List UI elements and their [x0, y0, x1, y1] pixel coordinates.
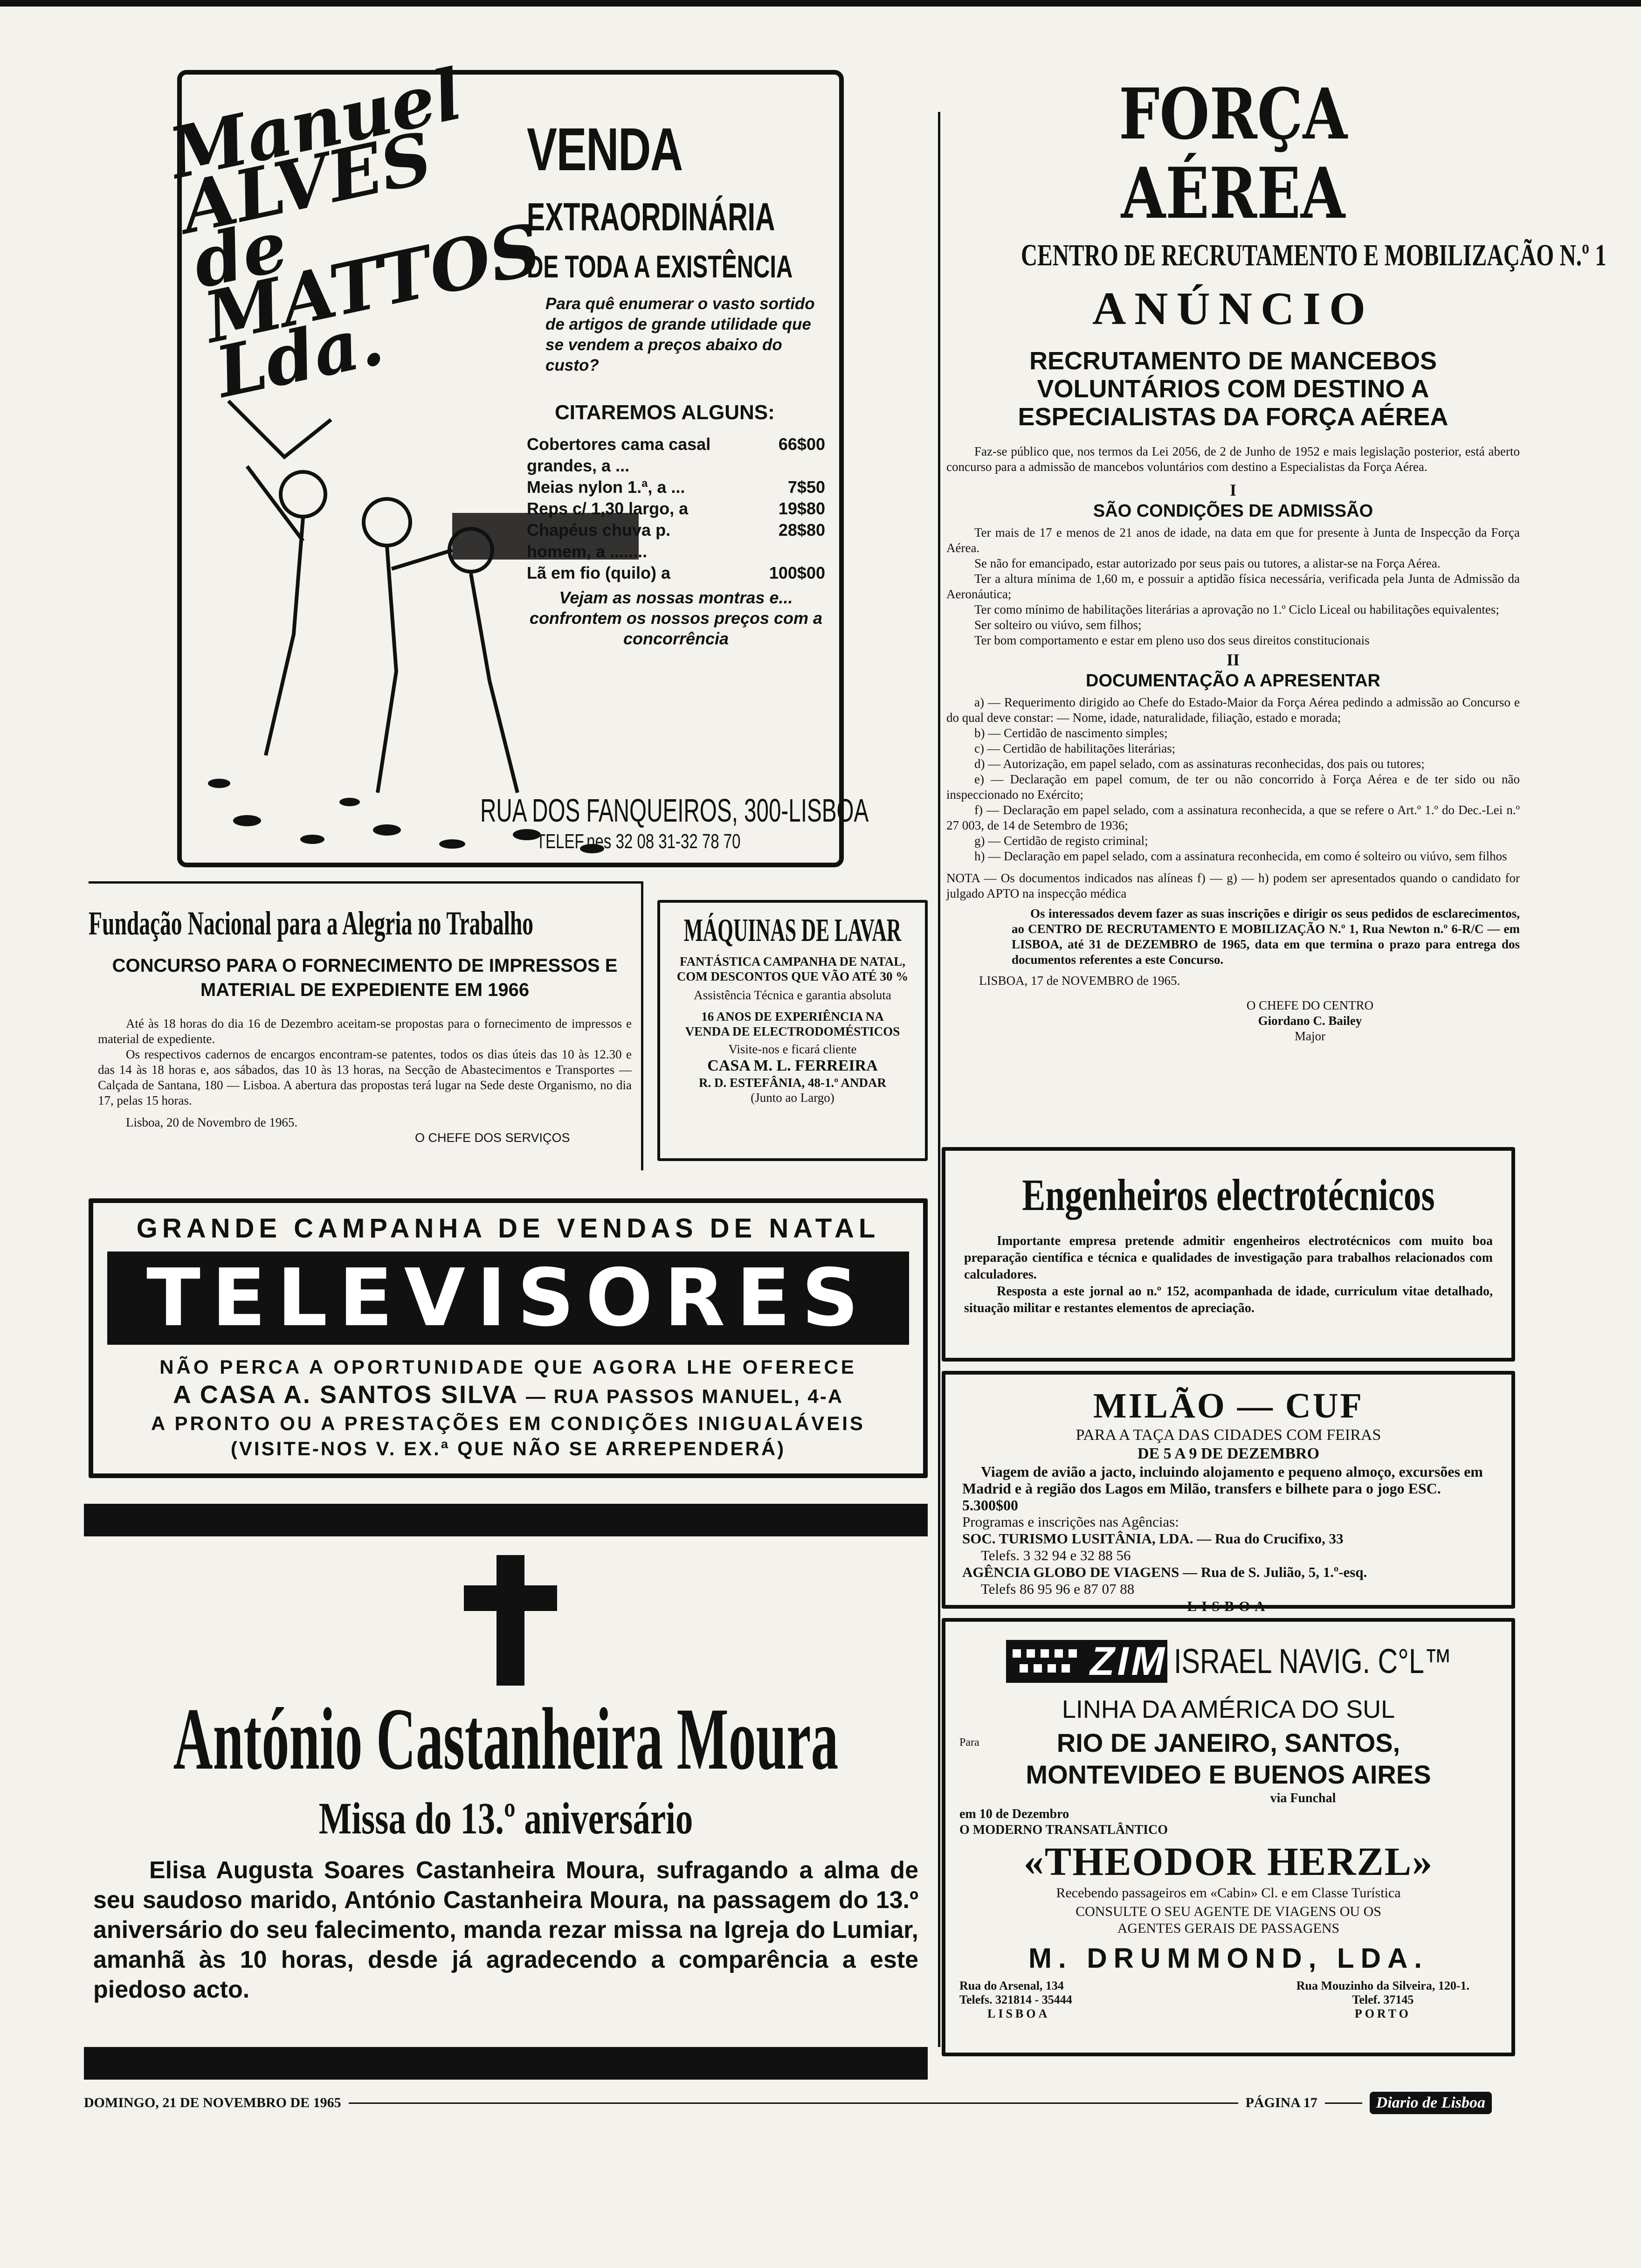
mattos-sub2: DE TODA A EXISTÊNCIA: [527, 249, 793, 284]
mattos-subtitle: EXTRAORDINÁRIA: [527, 195, 775, 239]
maquinas-title: MÁQUINAS DE LAVAR: [683, 913, 902, 948]
price-item: Reps c/ 1,30 largo, a: [527, 499, 689, 518]
zim-company: ISRAEL NAVIG. C°L™: [1174, 1642, 1452, 1680]
doc-item: g) — Certidão de registo criminal;: [974, 834, 1148, 848]
tv-title: TELEVISORES: [146, 1252, 870, 1344]
eng-p2: Resposta a este jornal ao n.º 152, acompanhada de idade, curriculum vitae detalhado, situação militar e restantes elementos de apreciação.: [964, 1284, 1493, 1315]
mattos-citaremos: CITAREMOS ALGUNS:: [555, 401, 775, 424]
forca-aerea-notice: [946, 73, 1607, 1110]
conditions-list: [946, 525, 1520, 648]
price-row: [527, 434, 825, 477]
mattos-ad: [162, 53, 869, 867]
zim-city2: PORTO: [1354, 2007, 1411, 2020]
maquinas-l1: FANTÁSTICA CAMPANHA DE NATAL, COM DESCONTOS QUE VÃO ATÉ 30 %: [676, 954, 909, 983]
condition-item: Se não for emancipado, estar autorizado por seus pais ou tutores, a alistar-se na Força Aérea.: [974, 556, 1441, 570]
zim-consulte: CONSULTE O SEU AGENTE DE VIAGENS OU OS AGENTES GERAIS DE PASSAGENS: [1076, 1904, 1381, 1936]
fnat-p2: Os respectivos cadernos de encargos encontram-se patentes, todos os dias úteis das 10 às 12.30 e das 14 às 18 horas e, aos sábados, das 10 às 13 horas, na Secção de Abastecimentos e Transportes — Calçada de Santana, 180 — Lisboa. A abertura das propostas terá lugar na Sede deste Organismo, no dia 17, pelas 15 horas.: [98, 1047, 632, 1107]
forca-title: FORÇA AÉREA: [1118, 73, 1348, 235]
footer-masthead: Diario de Lisboa: [1370, 2092, 1492, 2114]
milao-l5: SOC. TURISMO LUSITÂNIA, LDA. — Rua do Crucifixo, 33: [962, 1530, 1344, 1547]
doc-item: d) — Autorização, em papel selado, com as assinaturas reconhecidas, dos pais ou tutores;: [974, 757, 1425, 771]
column-divider: [938, 112, 940, 2047]
milao-l6: Telefs. 3 32 94 e 32 88 56: [981, 1547, 1131, 1563]
top-rule: [0, 0, 1641, 7]
zim-agent: M. DRUMMOND, LDA.: [1028, 1943, 1428, 1974]
milao-l2: DE 5 A 9 DE DEZEMBRO: [1137, 1445, 1320, 1462]
doc-item: a) — Requerimento dirigido ao Chefe do Estado-Maior da Força Aérea pedindo a admissão ao Concurso e do qual deve constar: — Nome, idade, naturalidade, filiação, estado e morada;: [946, 695, 1520, 725]
zim-logo-block: [1006, 1640, 1167, 1683]
mattos-outro: Vejam as nossas montras e... confrontem os nossos preços com a concorrência: [529, 588, 823, 648]
forca-interessados: Os interessados devem fazer as suas inscrições e dirigir os seus pedidos de esclarecimentos, ao CENTRO DE RECRUTAMENTO E MOBILIZAÇÃO N.º 1, Rua Newton n.º 6-R/C — em LISBOA, até 31 de DEZEMBRO de 1965, data em que termina o prazo para entrega dos documentos referentes a este Concurso.: [1012, 906, 1520, 967]
forca-sec2-title: DOCUMENTAÇÃO A APRESENTAR: [1086, 671, 1380, 691]
forca-sec2-num: II: [1226, 650, 1240, 669]
milao-l1: PARA A TAÇA DAS CIDADES COM FEIRAS: [1076, 1426, 1381, 1444]
zim-tel1: Telefs. 321814 - 35444: [959, 1993, 1072, 2006]
zim-lisboa: [959, 1979, 1072, 2021]
tv-banner: [107, 1252, 909, 1345]
zim-addr2: Rua Mouzinho da Silveira, 120-1.: [1296, 1979, 1469, 1992]
price-value: 7$50: [787, 477, 825, 497]
price-item: Lã em fio (quilo) a: [527, 563, 671, 582]
milao-ad: [942, 1371, 1515, 1614]
milao-l8: Telefs 86 95 96 e 87 07 88: [981, 1581, 1135, 1597]
condition-item: Ser solteiro ou viúvo, sem filhos;: [974, 618, 1142, 632]
forca-date: LISBOA, 17 de NOVEMBRO de 1965.: [979, 974, 1180, 988]
condition-item: Ter bom comportamento e estar em pleno uso dos seus direitos constitucionais: [974, 633, 1370, 647]
zim-receb: Recebendo passageiros em «Cabin» Cl. e em Classe Turística: [1056, 1885, 1401, 1901]
milao-l4: Programas e inscrições nas Agências:: [962, 1514, 1179, 1530]
footer-date: DOMINGO, 21 DE NOVEMBRO DE 1965: [84, 2095, 341, 2110]
milao-l7: AGÊNCIA GLOBO DE VIAGENS — Rua de S. Julião, 5, 1.º-esq.: [962, 1564, 1367, 1580]
forca-signature: [1212, 998, 1408, 1044]
forca-rank: Major: [1295, 1029, 1325, 1043]
zim-porto: [1296, 1979, 1469, 2021]
mattos-logo-text: Manuel ALVES de MATTOS Lda.: [162, 53, 548, 414]
forca-recrut: RECRUTAMENTO DE MANCEBOS VOLUNTÁRIOS COM DESTINO A ESPECIALISTAS DA FORÇA AÉREA: [1018, 347, 1448, 431]
forca-name: Giordano C. Bailey: [1258, 1014, 1362, 1028]
forca-centro: CENTRO DE RECRUTAMENTO E MOBILIZAÇÃO N.º 1: [1020, 238, 1607, 272]
doc-item: e) — Declaração em papel comum, de ter ou não concorrido à Força Aérea e de ter sido ou não inspeccionado no Exército;: [946, 772, 1520, 802]
forca-nota: NOTA — Os documentos indicados nas alíneas f) — g) — h) podem ser apresentados quando o candidato for julgado APTO na inspecção médica: [946, 871, 1520, 900]
docs-list: [946, 695, 1520, 864]
doc-item: c) — Certidão de habilitações literárias;: [974, 741, 1176, 755]
zim-logo: ZIM: [1090, 1639, 1168, 1684]
obit-bottom-bar: [84, 2047, 928, 2080]
cross-icon: [84, 1536, 928, 1690]
maquinas-l3: 16 ANOS DE EXPERIÊNCIA NA VENDA DE ELECTRODOMÉSTICOS: [685, 1010, 900, 1038]
zim-city1: LISBOA: [987, 2007, 1050, 2020]
condition-item: Ter mais de 17 e menos de 21 anos de idade, na data em que for presente à Junta de Inspecção da Força Aérea.: [946, 526, 1520, 555]
zim-dest: RIO DE JANEIRO, SANTOS, MONTEVIDEO E BUENOS AIRES: [1026, 1728, 1431, 1789]
zim-tel2: Telef. 37145: [1352, 1993, 1414, 2006]
page-footer: [84, 2089, 1492, 2117]
milao-title: MILÃO — CUF: [1093, 1386, 1364, 1425]
obit-top-bar: [84, 1504, 928, 1536]
price-row: [527, 519, 825, 562]
mattos-phone: TELEF.nes 32 08 31-32 78 70: [536, 830, 741, 853]
zim-header: [1006, 1636, 1497, 1687]
price-row: [527, 498, 825, 519]
price-row: [527, 477, 825, 498]
zim-para: Para: [959, 1736, 979, 1749]
forca-anuncio: ANÚNCIO: [1092, 283, 1374, 334]
fnat-sign: O CHEFE DOS SERVIÇOS: [415, 1131, 570, 1145]
tv-top: GRANDE CAMPANHA DE VENDAS DE NATAL: [136, 1213, 880, 1244]
obit-text: Elisa Augusta Soares Castanheira Moura, sufragando a alma de seu saudoso marido, António Castanheira Moura, na passagem do 13.º aniversário do seu falecimento, manda rezar missa na Igreja do Lumiar, amanhã às 10 horas, desde já agradecendo a comparência a este piedoso acto.: [93, 1857, 918, 2003]
mattos-price-list: [527, 434, 825, 584]
maquinas-ad: [657, 900, 928, 1161]
maquinas-l5: CASA M. L. FERREIRA: [707, 1057, 878, 1074]
doc-item: b) — Certidão de nascimento simples;: [974, 726, 1168, 740]
zim-moderno: O MODERNO TRANSATLÂNTICO: [959, 1823, 1168, 1837]
fnat-p1: Até às 18 horas do dia 16 de Dezembro aceitam-se propostas para o fornecimento de impressos e material de expediente.: [98, 1016, 632, 1046]
forca-sec1-num: I: [1229, 481, 1236, 499]
obit-name: António Castanheira Moura: [173, 1690, 839, 1788]
price-item: Cobertores cama casal grandes, a ...: [527, 435, 711, 475]
price-value: 19$80: [778, 499, 825, 518]
eng-title: Engenheiros electrotécnicos: [1022, 1170, 1435, 1220]
price-value: 66$00: [778, 435, 825, 454]
mattos-title: VENDA: [527, 115, 683, 183]
fnat-concurso: CONCURSO PARA O FORNECIMENTO DE IMPRESSOS E MATERIAL DE EXPEDIENTE EM 1966: [112, 955, 618, 1000]
zim-addr1: Rua do Arsenal, 134: [959, 1979, 1064, 1992]
tv-l2: [93, 1380, 923, 1411]
forca-intro: Faz-se público que, nos termos da Lei 2056, de 2 de Junho de 1952 e mais legislação posterior, está aberto concurso para a admissão de mancebos voluntários com destino a Especialistas da Força Aérea.: [946, 444, 1520, 474]
zim-stars-icon: [1006, 1640, 1090, 1683]
tv-l1: NÃO PERCA A OPORTUNIDADE QUE AGORA LHE OFERECE: [159, 1356, 857, 1378]
condition-item: Ter como mínimo de habilitações literárias a aprovação no 1.º Ciclo Liceal ou habilitações equivalentes;: [974, 602, 1499, 616]
forca-chefe: O CHEFE DO CENTRO: [1246, 998, 1374, 1012]
zim-addresses: [959, 1979, 1497, 2021]
televisores-ad: [89, 1198, 928, 1478]
tv-l2a: A CASA A. SANTOS SILVA: [172, 1381, 517, 1409]
zim-linha: LINHA DA AMÉRICA DO SUL: [1062, 1695, 1395, 1723]
mattos-intro: Para quê enumerar o vasto sortido de artigos de grande utilidade que se vendem a preços abaixo do custo?: [545, 295, 815, 374]
zim-via: via Funchal: [1270, 1791, 1336, 1805]
maquinas-l6: R. D. ESTEFÂNIA, 48-1.º ANDAR: [699, 1076, 886, 1090]
fnat-notice: [89, 881, 643, 1170]
zim-ship: «THEODOR HERZL»: [1023, 1839, 1434, 1884]
price-value: 28$80: [778, 520, 825, 539]
mattos-logo: [162, 53, 548, 414]
price-item: Meias nylon 1.ª, a ...: [527, 477, 685, 497]
obituary: [84, 1504, 928, 2096]
doc-item: f) — Declaração em papel selado, com a assinatura reconhecida, a que se refere o Art.º 1.º do Dec.-Lei n.º 27 003, de 14 de Setembro de 1936;: [946, 803, 1520, 832]
eng-p1: Importante empresa pretende admitir engenheiros electrotécnicos com muito boa preparação científica e técnica e qualidades de investigação para trabalhos relacionados com calculadores.: [964, 1234, 1493, 1282]
eng-ad: [942, 1147, 1515, 1362]
milao-l9: LISBOA: [1187, 1598, 1270, 1614]
zim-em: em 10 de Dezembro: [959, 1807, 1069, 1821]
doc-item: h) — Declaração em papel selado, com a assinatura reconhecida, em como é solteiro ou viúvo, sem filhos: [974, 849, 1507, 863]
price-row: [527, 562, 825, 584]
price-value: 100$00: [769, 563, 825, 582]
maquinas-l7: (Junto ao Largo): [751, 1091, 834, 1105]
footer-rule: [349, 2102, 1238, 2104]
tv-l4: (VISITE-NOS V. EX.ª QUE NÃO SE ARREPENDERÁ): [230, 1438, 786, 1459]
condition-item: Ter a altura mínima de 1,60 m, e possuir a aptidão física necessária, verificada pela Junta de Admissão da Aeronáutica;: [946, 572, 1520, 601]
fnat-date: Lisboa, 20 de Novembro de 1965.: [126, 1115, 298, 1129]
mattos-address: RUA DOS FANQUEIROS, 300-LISBOA: [480, 792, 869, 829]
fnat-title: Fundação Nacional para a Alegria no Trabalho: [89, 905, 534, 942]
maquinas-l4: Visite-nos e ficará cliente: [728, 1042, 857, 1056]
price-item: Chapéus chuva p. homem, a ........: [527, 520, 671, 561]
zim-ad: [942, 1618, 1515, 2056]
obit-missa: Missa do 13.º aniversário: [318, 1793, 693, 1843]
zim-dest-row: [959, 1727, 1497, 1791]
maquinas-l2: Assistência Técnica e garantia absoluta: [694, 988, 891, 1002]
footer-page: PÁGINA 17: [1245, 2095, 1317, 2110]
milao-l3: Viagem de avião a jacto, incluindo alojamento e pequeno almoço, excursões em Madrid e à região dos Lagos em Milão, transfers e bilhete para o jogo ESC. 5.300$00: [962, 1463, 1483, 1514]
footer-rule-2: [1325, 2102, 1362, 2104]
forca-sec1-title: SÃO CONDIÇÕES DE ADMISSÃO: [1093, 501, 1373, 521]
tv-l2b: — RUA PASSOS MANUEL, 4-A: [526, 1385, 844, 1407]
tv-l3: A PRONTO OU A PRESTAÇÕES EM CONDIÇÕES INIGUALÁVEIS: [151, 1412, 865, 1434]
